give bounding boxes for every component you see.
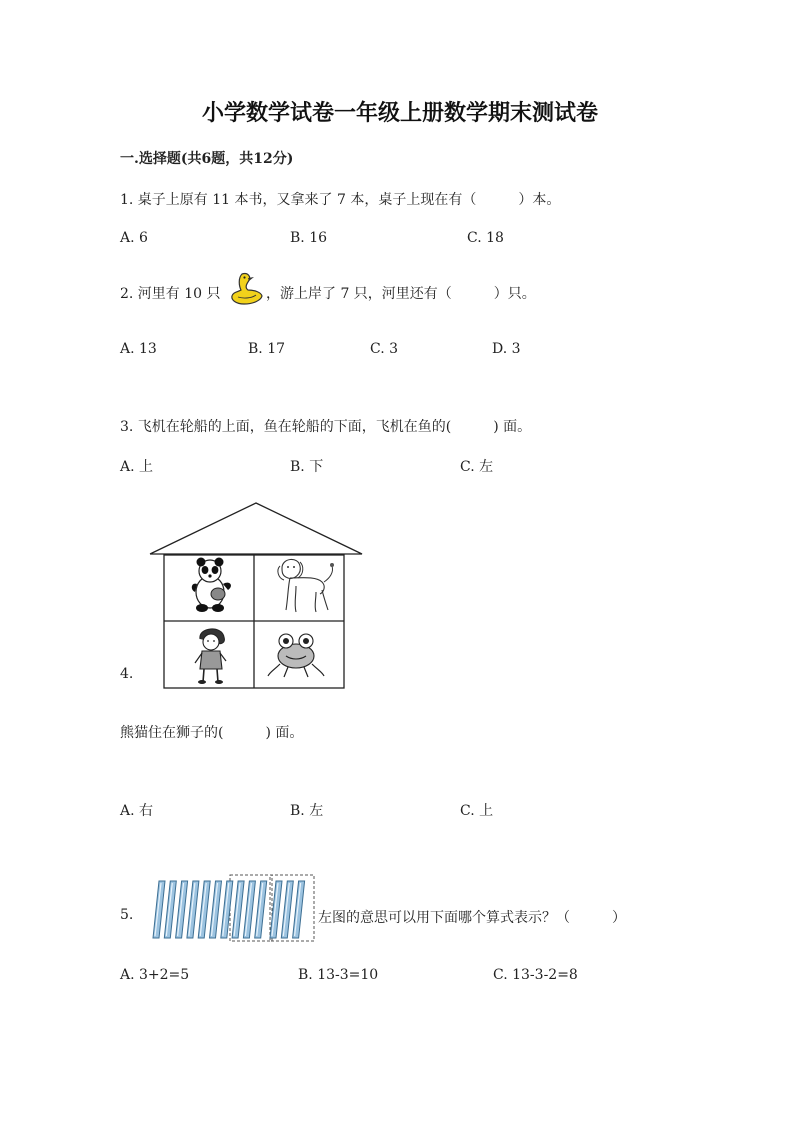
question-4-text: 熊猫住在狮子的( ) 面。 [120, 725, 304, 741]
question-5-number: 5. [120, 907, 134, 923]
question-3-option-a[interactable]: A. 上 [120, 459, 154, 475]
question-1-text: 1. 桌子上原有 11 本书，又拿来了 7 本，桌子上现在有（ ）本。 [120, 192, 561, 208]
counting-stick [153, 881, 165, 938]
question-4-option-a[interactable]: A. 右 [120, 803, 154, 819]
question-2-option-b[interactable]: B. 17 [248, 341, 286, 357]
question-1-option-b[interactable]: B. 16 [290, 230, 328, 246]
question-4-option-b[interactable]: B. 左 [290, 803, 324, 819]
counting-stick [221, 881, 233, 938]
question-2-option-d[interactable]: D. 3 [492, 341, 521, 357]
question-2-option-a[interactable]: A. 13 [120, 341, 157, 357]
duck-icon [228, 270, 264, 308]
question-2-text-start: 2. 河里有 10 只 [120, 286, 221, 302]
counting-stick [198, 881, 210, 938]
question-4-number: 4. [120, 666, 134, 682]
question-1-option-c[interactable]: C. 18 [467, 230, 504, 246]
question-4-option-c[interactable]: C. 上 [460, 803, 494, 819]
question-5-option-c[interactable]: C. 13-3-2=8 [493, 967, 578, 983]
counting-sticks-figure [145, 872, 320, 944]
counting-stick [293, 881, 305, 938]
counting-stick [176, 881, 188, 938]
counting-stick [243, 881, 255, 938]
counting-stick [281, 881, 293, 938]
page-title: 小学数学试卷一年级上册数学期末测试卷 [201, 100, 598, 126]
question-1-option-a[interactable]: A. 6 [120, 230, 148, 246]
question-5-option-b[interactable]: B. 13-3=10 [298, 967, 379, 983]
child-icon [190, 625, 236, 685]
counting-stick [232, 881, 244, 938]
counting-stick [187, 881, 199, 938]
question-5-text: 左图的意思可以用下面哪个算式表示？（ ） [318, 910, 626, 926]
question-5-option-a[interactable]: A. 3+2=5 [120, 967, 190, 983]
lion-icon [272, 556, 338, 616]
question-3-text: 3. 飞机在轮船的上面，鱼在轮船的下面，飞机在鱼的( ) 面。 [120, 419, 532, 435]
question-2-option-c[interactable]: C. 3 [370, 341, 399, 357]
section-heading: 一.选择题(共6题，共12分) [120, 151, 294, 167]
question-3-option-b[interactable]: B. 下 [290, 459, 324, 475]
counting-stick [164, 881, 176, 938]
counting-stick [255, 881, 267, 938]
frog-icon [266, 630, 326, 680]
question-2-text-end: ，游上岸了 7 只，河里还有（ ）只。 [266, 286, 536, 302]
panda-icon [188, 556, 238, 614]
question-3-option-c[interactable]: C. 左 [460, 459, 494, 475]
counting-stick [210, 881, 222, 938]
